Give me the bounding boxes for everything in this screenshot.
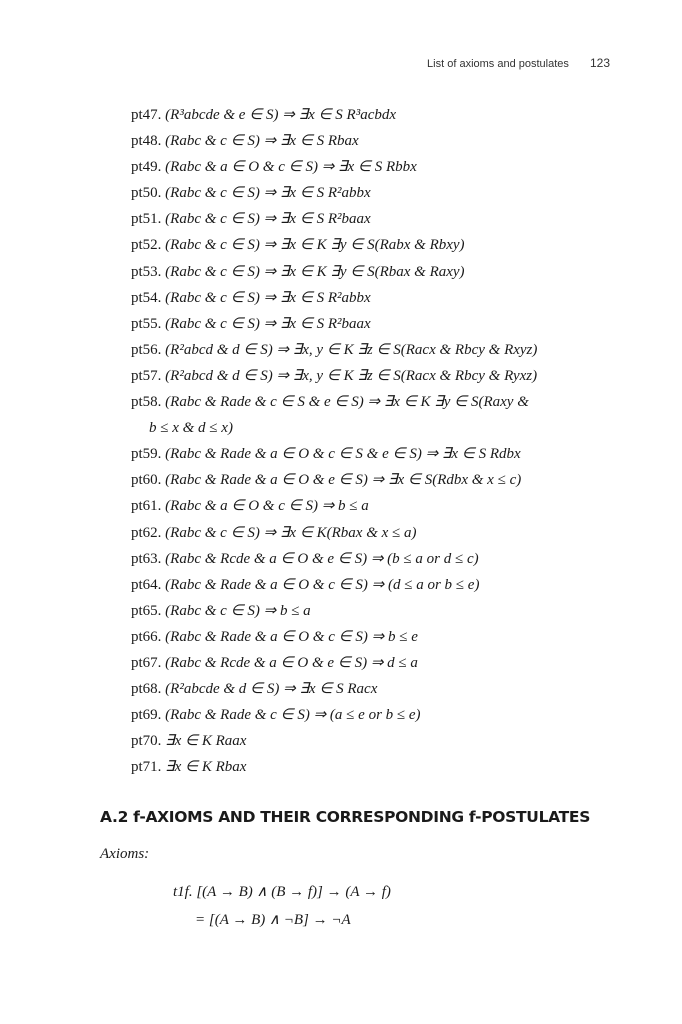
- postulate-formula: (Rabc & Rade & a ∈ O & c ∈ S) ⇒ (d ≤ a or b ≤ e): [165, 576, 480, 593]
- postulate-row: [131, 469, 611, 495]
- postulate-label: pt67.: [131, 654, 162, 671]
- postulate-formula: (R²abcd & d ∈ S) ⇒ ∃x, y ∈ K ∃z ∈ S(Racx & Rbcy & Rxyz): [165, 341, 538, 358]
- axiom-t1: [173, 878, 391, 934]
- postulate-label: pt56.: [131, 341, 162, 358]
- header-title: List of axioms and postulates: [427, 58, 569, 70]
- postulate-label: pt58.: [131, 394, 162, 411]
- postulate-row: [131, 548, 611, 574]
- section-heading: A.2 f-AXIOMS AND THEIR CORRESPONDING f-POSTULATES: [100, 808, 591, 826]
- postulate-label: pt70.: [131, 733, 162, 750]
- postulate-formula: (R²abcd & d ∈ S) ⇒ ∃x, y ∈ K ∃z ∈ S(Racx & Rbcy & Ryxz): [165, 367, 538, 384]
- postulate-row: [131, 182, 611, 208]
- postulate-formula: (Rabc & Rcde & a ∈ O & e ∈ S) ⇒ d ≤ a: [165, 654, 418, 671]
- postulate-label: pt55.: [131, 315, 162, 332]
- postulate-row: [131, 313, 611, 339]
- postulate-formula: (Rabc & Rade & a ∈ O & c ∈ S & e ∈ S) ⇒ ∃x ∈ S Rdbx: [165, 446, 521, 463]
- postulate-row: [131, 522, 611, 548]
- postulate-row: [131, 365, 611, 391]
- postulate-row: [131, 208, 611, 234]
- postulate-row: [131, 495, 611, 521]
- postulate-formula: (Rabc & c ∈ S) ⇒ ∃x ∈ K ∃y ∈ S(Rbax & Raxy): [165, 263, 465, 280]
- postulate-list: [131, 104, 611, 782]
- postulate-label: pt68.: [131, 681, 162, 698]
- axiom-t1-line1: [173, 878, 391, 906]
- postulate-label: pt69.: [131, 707, 162, 724]
- postulate-row: [131, 730, 611, 756]
- postulate-row: [131, 574, 611, 600]
- postulate-formula: (R²abcde & d ∈ S) ⇒ ∃x ∈ S Racx: [165, 681, 378, 698]
- axiom-t1-formula: [(A → B) ∧ (B → f)] → (A → f): [196, 884, 391, 900]
- postulate-label: pt63.: [131, 550, 162, 567]
- postulate-row: [131, 104, 611, 130]
- postulate-formula: (Rabc & c ∈ S) ⇒ ∃x ∈ S R²abbx: [165, 289, 371, 306]
- postulate-label: pt49.: [131, 159, 162, 176]
- postulate-formula: (R³abcde & e ∈ S) ⇒ ∃x ∈ S R³acbdx: [165, 107, 397, 123]
- postulate-label: pt47.: [131, 107, 162, 123]
- postulate-formula: (Rabc & Rade & c ∈ S & e ∈ S) ⇒ ∃x ∈ K ∃y ∈ S(Raxy &: [165, 394, 529, 411]
- postulate-formula: (Rabc & c ∈ S) ⇒ ∃x ∈ S R²abbx: [165, 185, 371, 202]
- postulate-row: [131, 756, 611, 782]
- postulate-row: [131, 417, 611, 443]
- axioms-label: Axioms:: [100, 846, 150, 862]
- postulate-row: [131, 704, 611, 730]
- running-header: [427, 56, 610, 70]
- postulate-row: [131, 600, 611, 626]
- postulate-row: [131, 391, 611, 417]
- postulate-row: [131, 339, 611, 365]
- postulate-formula: (Rabc & Rade & c ∈ S) ⇒ (a ≤ e or b ≤ e): [165, 707, 421, 724]
- postulate-formula: (Rabc & a ∈ O & c ∈ S) ⇒ ∃x ∈ S Rbbx: [165, 159, 417, 176]
- postulate-row: [131, 261, 611, 287]
- postulate-label: pt62.: [131, 524, 162, 541]
- postulate-row: [131, 443, 611, 469]
- postulate-label: pt51.: [131, 211, 162, 228]
- postulate-formula: b ≤ x & d ≤ x): [149, 420, 233, 437]
- postulate-label: pt71.: [131, 759, 162, 776]
- axiom-t1-line2: = [(A → B) ∧ ¬B] → ¬A: [195, 912, 351, 928]
- postulate-formula: (Rabc & c ∈ S) ⇒ ∃x ∈ S R²baax: [165, 211, 371, 228]
- postulate-row: [131, 678, 611, 704]
- axiom-t1-label: t1f.: [173, 884, 193, 900]
- postulate-formula: ∃x ∈ K Raax: [165, 733, 247, 750]
- postulate-row: [131, 156, 611, 182]
- postulate-formula: (Rabc & c ∈ S) ⇒ ∃x ∈ S R²baax: [165, 315, 371, 332]
- postulate-label: pt48.: [131, 133, 162, 150]
- postulate-label: pt54.: [131, 289, 162, 306]
- postulate-label: pt57.: [131, 367, 162, 384]
- postulate-row: [131, 130, 611, 156]
- postulate-formula: (Rabc & c ∈ S) ⇒ ∃x ∈ K ∃y ∈ S(Rabx & Rbxy): [165, 237, 465, 254]
- postulate-row: [131, 652, 611, 678]
- postulate-label: pt65.: [131, 602, 162, 619]
- postulate-formula: ∃x ∈ K Rbax: [165, 759, 247, 776]
- postulate-label: pt64.: [131, 576, 162, 593]
- postulate-formula: (Rabc & a ∈ O & c ∈ S) ⇒ b ≤ a: [165, 498, 369, 515]
- page-number: 123: [589, 56, 610, 70]
- postulate-label: pt53.: [131, 263, 162, 280]
- postulate-label: pt66.: [131, 628, 162, 645]
- postulate-row: [131, 287, 611, 313]
- postulate-formula: (Rabc & Rade & a ∈ O & c ∈ S) ⇒ b ≤ e: [165, 628, 418, 645]
- postulate-formula: (Rabc & c ∈ S) ⇒ ∃x ∈ K(Rbax & x ≤ a): [165, 524, 417, 541]
- postulate-row: [131, 234, 611, 260]
- postulate-label: pt59.: [131, 446, 162, 463]
- postulate-formula: (Rabc & c ∈ S) ⇒ b ≤ a: [165, 602, 311, 619]
- postulate-label: pt50.: [131, 185, 162, 202]
- postulate-formula: (Rabc & Rcde & a ∈ O & e ∈ S) ⇒ (b ≤ a or d ≤ c): [165, 550, 479, 567]
- postulate-label: pt60.: [131, 472, 162, 489]
- postulate-row: [131, 626, 611, 652]
- postulate-formula: (Rabc & c ∈ S) ⇒ ∃x ∈ S Rbax: [165, 133, 359, 150]
- postulate-label: pt52.: [131, 237, 162, 254]
- postulate-label: pt61.: [131, 498, 162, 515]
- postulate-formula: (Rabc & Rade & a ∈ O & e ∈ S) ⇒ ∃x ∈ S(Rdbx & x ≤ c): [165, 472, 522, 489]
